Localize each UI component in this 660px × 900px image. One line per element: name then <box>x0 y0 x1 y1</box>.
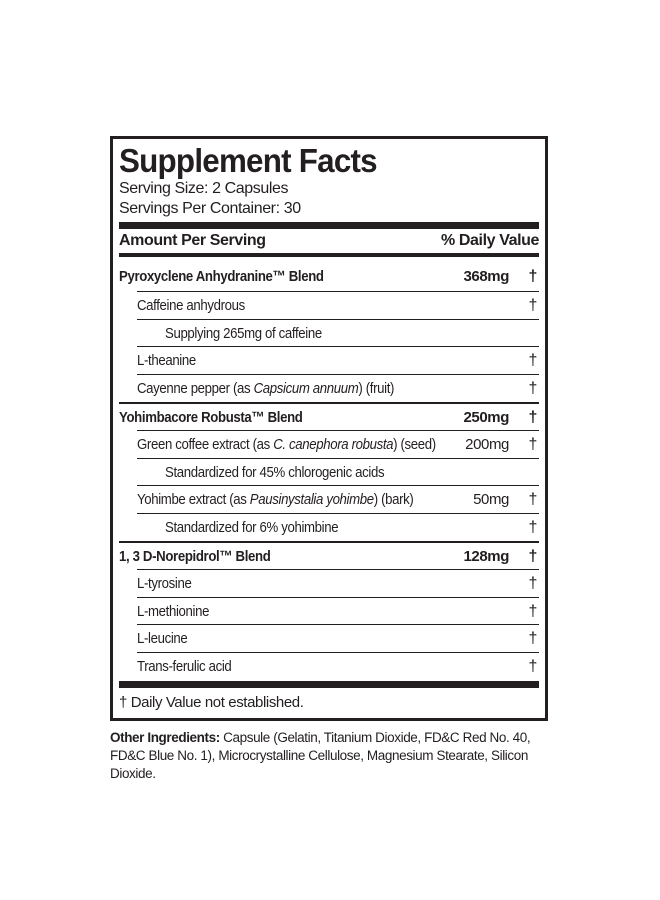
ingredient-name: Supplying 265mg of caffeine <box>165 324 322 342</box>
ingredient-name: Trans-ferulic acid <box>137 658 232 676</box>
daily-value: † <box>528 658 537 676</box>
other-ingredients-label: Other Ingredients: <box>110 730 220 745</box>
footnote: † Daily Value not established. <box>119 693 304 711</box>
ingredient-row <box>137 513 539 541</box>
daily-value: † <box>528 408 537 426</box>
ingredient-row <box>137 652 539 680</box>
ingredient-row <box>137 624 539 652</box>
name-part: ) (fruit) <box>358 380 395 398</box>
ingredient-name: Caffeine anhydrous <box>137 296 245 314</box>
name-part: ) (bark) <box>373 491 414 509</box>
ingredient-row <box>137 597 539 625</box>
daily-value: † <box>528 268 537 285</box>
ingredient-row <box>137 430 539 458</box>
amount: 250mg <box>463 408 509 426</box>
ingredient-name: Pyroxyclene Anhydranine™ Blend <box>119 268 324 285</box>
daily-value: † <box>528 491 537 509</box>
amount: 368mg <box>463 268 509 285</box>
ingredient-name: L-leucine <box>137 630 188 648</box>
ingredient-row <box>137 458 539 486</box>
daily-value: † <box>528 380 537 398</box>
medium-divider <box>119 253 539 257</box>
thick-divider <box>119 222 539 229</box>
blend-row <box>119 541 539 569</box>
ingredient-row <box>137 346 539 374</box>
daily-value: † <box>528 630 537 648</box>
ingredient-name: L-theanine <box>137 352 196 370</box>
other-ingredients-text: Capsule (Gelatin, Titanium Dioxide, FD&C Red No. 40, FD&C Blue No. 1), Microcrystalline Cellulose, Magnesium Stearate, Silicon Dioxide. <box>110 730 531 781</box>
daily-value: † <box>528 602 537 620</box>
name-part: Yohimbe extract (as <box>137 491 250 509</box>
daily-value: † <box>528 435 537 453</box>
blend-row <box>119 263 539 291</box>
amount-header: Amount Per Serving <box>119 232 266 249</box>
amount: 128mg <box>463 547 509 565</box>
ingredient-list <box>119 263 539 680</box>
ingredient-row <box>137 485 539 513</box>
name-part: Green coffee extract (as <box>137 435 274 453</box>
ingredient-name: L-methionine <box>137 602 210 620</box>
name-part: ) (seed) <box>393 435 436 453</box>
daily-value: † <box>528 296 537 314</box>
ingredient-name <box>137 431 436 459</box>
ingredient-row <box>137 291 539 319</box>
ingredient-name: 1, 3 D-Norepidrol™ Blend <box>119 547 271 565</box>
ingredient-name <box>137 486 413 514</box>
daily-value: † <box>528 519 537 537</box>
supplement-facts-panel <box>110 136 548 721</box>
name-part: Cayenne pepper (as <box>137 380 254 398</box>
ingredient-row <box>137 569 539 597</box>
other-ingredients <box>110 729 550 783</box>
ingredient-name: Yohimbacore Robusta™ Blend <box>119 408 303 426</box>
dv-header: % Daily Value <box>441 232 539 249</box>
column-header <box>119 229 539 253</box>
name-part: Pausinystalia yohimbe <box>249 491 374 509</box>
blend-row <box>119 402 539 430</box>
name-part: Capsicum annuum <box>253 380 359 398</box>
daily-value: † <box>528 574 537 592</box>
amount: 50mg <box>473 491 509 509</box>
daily-value: † <box>528 547 537 565</box>
thick-divider <box>119 681 539 688</box>
ingredient-name: Standardized for 6% yohimbine <box>165 519 339 537</box>
serving-size: Serving Size: 2 Capsules <box>119 180 289 197</box>
daily-value: † <box>528 352 537 370</box>
name-part: C. canephora robusta <box>273 435 394 453</box>
servings-per-container: Servings Per Container: 30 <box>119 200 301 217</box>
ingredient-row <box>137 374 539 402</box>
panel-title: Supplement Facts <box>119 142 377 179</box>
amount: 200mg <box>465 435 509 453</box>
ingredient-row <box>137 319 539 347</box>
ingredient-name: Standardized for 45% chlorogenic acids <box>165 463 385 481</box>
ingredient-name <box>137 375 394 403</box>
ingredient-name: L-tyrosine <box>137 574 192 592</box>
